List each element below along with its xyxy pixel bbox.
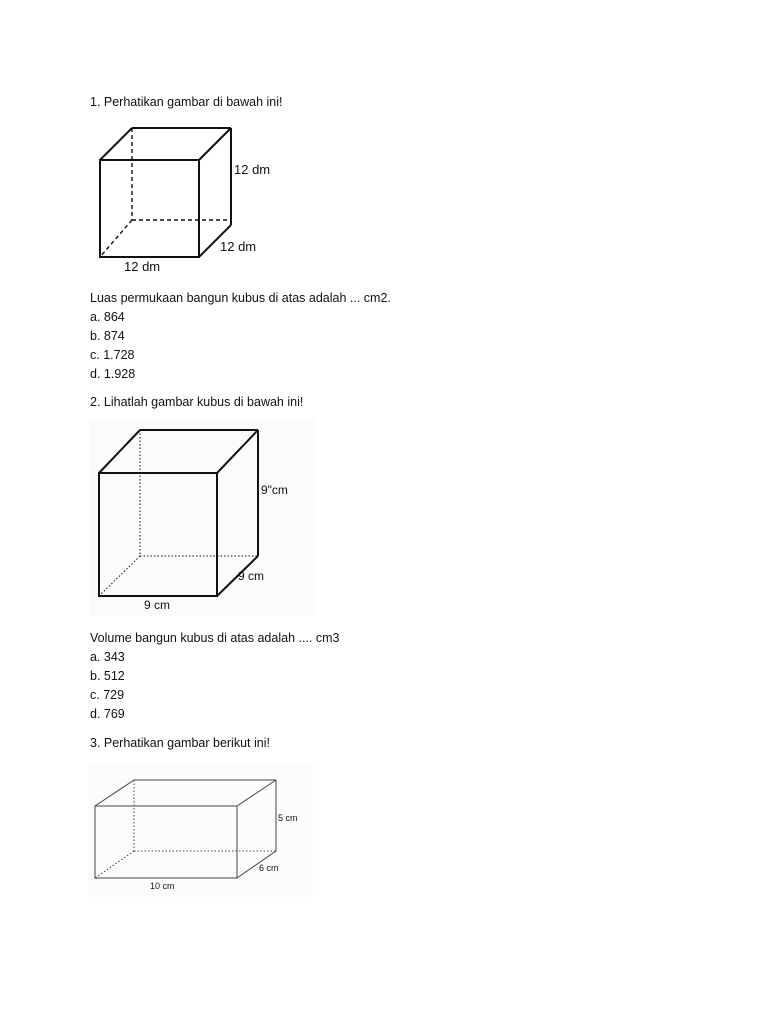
cube-edge	[100, 128, 132, 160]
cube-edge	[199, 128, 231, 160]
width-label: 9 cm	[144, 598, 171, 612]
question-1-cube-figure	[90, 120, 290, 280]
question-3-heading: 3. Perhatikan gambar berikut ini!	[90, 736, 270, 750]
question-1-prompt: Luas permukaan bangun kubus di atas adalah ... cm2.	[90, 291, 391, 305]
width-label: 12 dm	[124, 259, 161, 274]
question-1-option-a: a. 864	[90, 310, 125, 324]
question-1-heading: 1. Perhatikan gambar di bawah ini!	[90, 95, 283, 109]
height-label: 12 dm	[234, 162, 271, 177]
depth-label: 12 dm	[220, 239, 257, 254]
height-label: 9"cm	[261, 483, 288, 497]
question-1-option-c: c. 1.728	[90, 348, 135, 362]
depth-label: 6 cm	[259, 863, 279, 873]
question-1-option-d: d. 1.928	[90, 367, 136, 381]
question-2-cube-figure	[90, 420, 315, 615]
question-2-option-c: c. 729	[90, 688, 125, 702]
width-label: 10 cm	[150, 881, 175, 891]
depth-label: 9 cm	[238, 569, 265, 583]
question-3-cuboid-figure	[88, 762, 313, 897]
question-2-option-b: b. 512	[90, 669, 125, 683]
question-2-option-a: a. 343	[90, 650, 125, 664]
height-label: 5 cm	[278, 813, 298, 823]
question-2-option-d: d. 769	[90, 707, 125, 721]
cube-front-face	[100, 160, 199, 257]
question-2-prompt: Volume bangun kubus di atas adalah .... cm3	[90, 631, 340, 645]
cube-hidden-edge	[100, 220, 132, 257]
question-2-heading: 2. Lihatlah gambar kubus di bawah ini!	[90, 395, 304, 409]
question-1-option-b: b. 874	[90, 329, 125, 343]
